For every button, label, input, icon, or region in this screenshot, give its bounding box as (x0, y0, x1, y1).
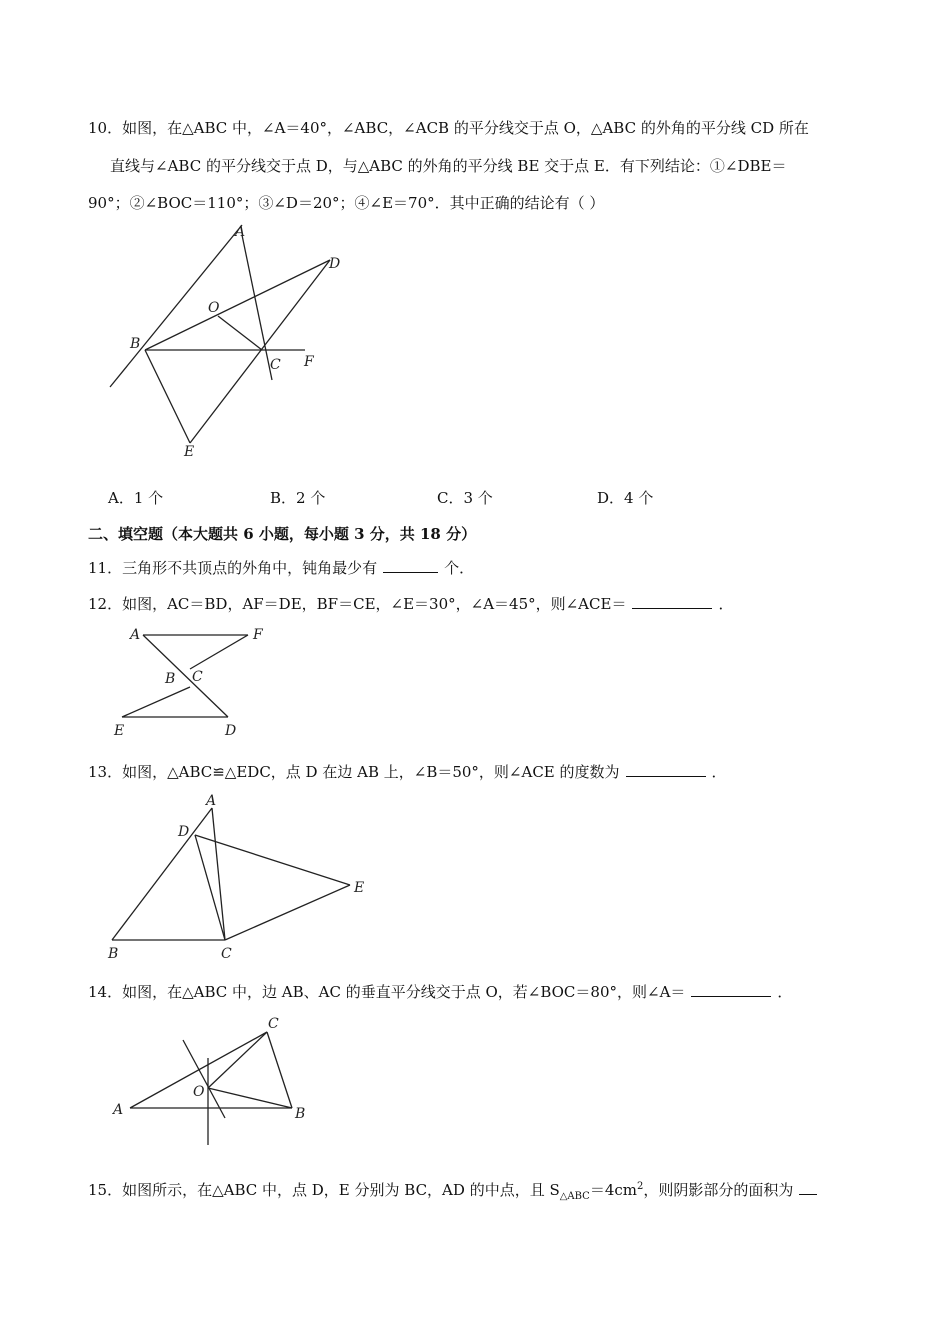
q10-label-O: O (208, 300, 220, 316)
q10-line-AC (242, 235, 272, 380)
q10-option-a: A．1 个 (108, 489, 164, 507)
q12-label-F: F (253, 627, 263, 643)
q13 (88, 762, 727, 782)
q14-line-OB (208, 1088, 292, 1108)
q10-label-E: E (184, 444, 195, 460)
q13-label-E: E (354, 880, 365, 896)
q14-text: 14．如图，在△ABC 中，边 AB、AC 的垂直平分线交于点 O，若∠BOC＝80°，则∠A＝ (88, 983, 686, 1001)
q15-area: ＝4cm (589, 1181, 638, 1199)
q15-superscript: 2 (637, 1181, 644, 1192)
q12 (88, 594, 733, 614)
q14-line-perp-AC (183, 1040, 225, 1118)
q13-label-B: B (108, 946, 119, 962)
q10-line-BD (145, 260, 330, 350)
q14-label-B: B (295, 1106, 306, 1122)
q13-line-CE (225, 885, 350, 940)
q14-answer-blank[interactable] (691, 982, 771, 997)
q12-label-D: D (225, 723, 237, 739)
q12-figure (110, 625, 280, 740)
q10-label-B: B (130, 336, 141, 352)
q10-line-BE (145, 350, 190, 443)
q12-line-FB (190, 635, 248, 669)
q14 (88, 982, 792, 1002)
q10-option-c: C．3 个 (437, 489, 493, 507)
q12-label-C: C (192, 669, 203, 685)
q10-figure (100, 220, 360, 465)
q14-line-CB (267, 1032, 292, 1108)
q14-figure (105, 1010, 335, 1150)
q11-tail: 个． (444, 559, 475, 577)
q12-label-E: E (114, 723, 125, 739)
q11-answer-blank[interactable] (383, 558, 438, 573)
q13-label-D: D (178, 824, 190, 840)
q10-option-b: B．2 个 (270, 489, 326, 507)
q12-text: 12．如图，AC＝BD，AF＝DE，BF＝CE，∠E＝30°，∠A＝45°，则∠ACE＝ (88, 595, 627, 613)
q12-label-B: B (165, 671, 176, 687)
q12-label-A: A (130, 627, 141, 643)
q15 (88, 1177, 823, 1207)
q14-label-O: O (193, 1084, 205, 1100)
q10-line-bisector-extended (110, 225, 242, 387)
q14-label-A: A (113, 1102, 124, 1118)
q10-line-OC (218, 316, 262, 350)
q14-tail: ． (777, 983, 793, 1001)
q15-tail: ，则阴影部分的面积为 (643, 1181, 794, 1199)
q12-answer-blank[interactable] (632, 594, 712, 609)
q13-label-C: C (221, 946, 232, 962)
q10-label-F: F (304, 354, 314, 370)
q13-answer-blank[interactable] (626, 762, 706, 777)
q15-subscript: △ABC (559, 1191, 590, 1202)
q10-line2: 直线与∠ABC 的平分线交于点 D，与△ABC 的外角的平分线 BE 交于点 E．有下列结论：①∠DBE＝ (110, 157, 787, 175)
q10-line3: 90°；②∠BOC＝110°；③∠D＝20°；④∠E＝70°．其中正确的结论有（ ） (88, 194, 605, 212)
q12-line-CE (122, 687, 190, 717)
q10-label-A: A (235, 224, 246, 240)
q11-text: 11．三角形不共顶点的外角中，钝角最少有 (88, 559, 378, 577)
q14-label-C: C (268, 1016, 279, 1032)
q10-line-DE (190, 260, 330, 443)
q10-option-d: D．4 个 (597, 489, 654, 507)
q13-figure (100, 790, 380, 965)
q10-line1: 10．如图，在△ABC 中，∠A＝40°，∠ABC，∠ACB 的平分线交于点 O，△ABC 的外角的平分线 CD 所在 (88, 119, 809, 137)
q13-text: 13．如图，△ABC≌△EDC，点 D 在边 AB 上，∠B＝50°，则∠ACE 的度数为 (88, 763, 620, 781)
q10-label-D: D (329, 256, 341, 272)
q15-answer-blank[interactable] (799, 1180, 817, 1195)
q15-text: 15．如图所示，在△ABC 中，点 D，E 分别为 BC，AD 的中点，且 S (88, 1181, 560, 1199)
q13-tail: ． (711, 763, 727, 781)
q12-tail: ． (718, 595, 734, 613)
q13-line-AC (212, 808, 225, 940)
section-title: 二、填空题（本大题共 6 小题，每小题 3 分，共 18 分） (88, 525, 477, 543)
q13-line-DC (195, 835, 225, 940)
q12-line-AD (143, 635, 228, 717)
q10-label-C: C (270, 357, 281, 373)
q11 (88, 558, 474, 578)
q13-line-AB (112, 808, 212, 940)
q13-label-A: A (206, 793, 217, 809)
